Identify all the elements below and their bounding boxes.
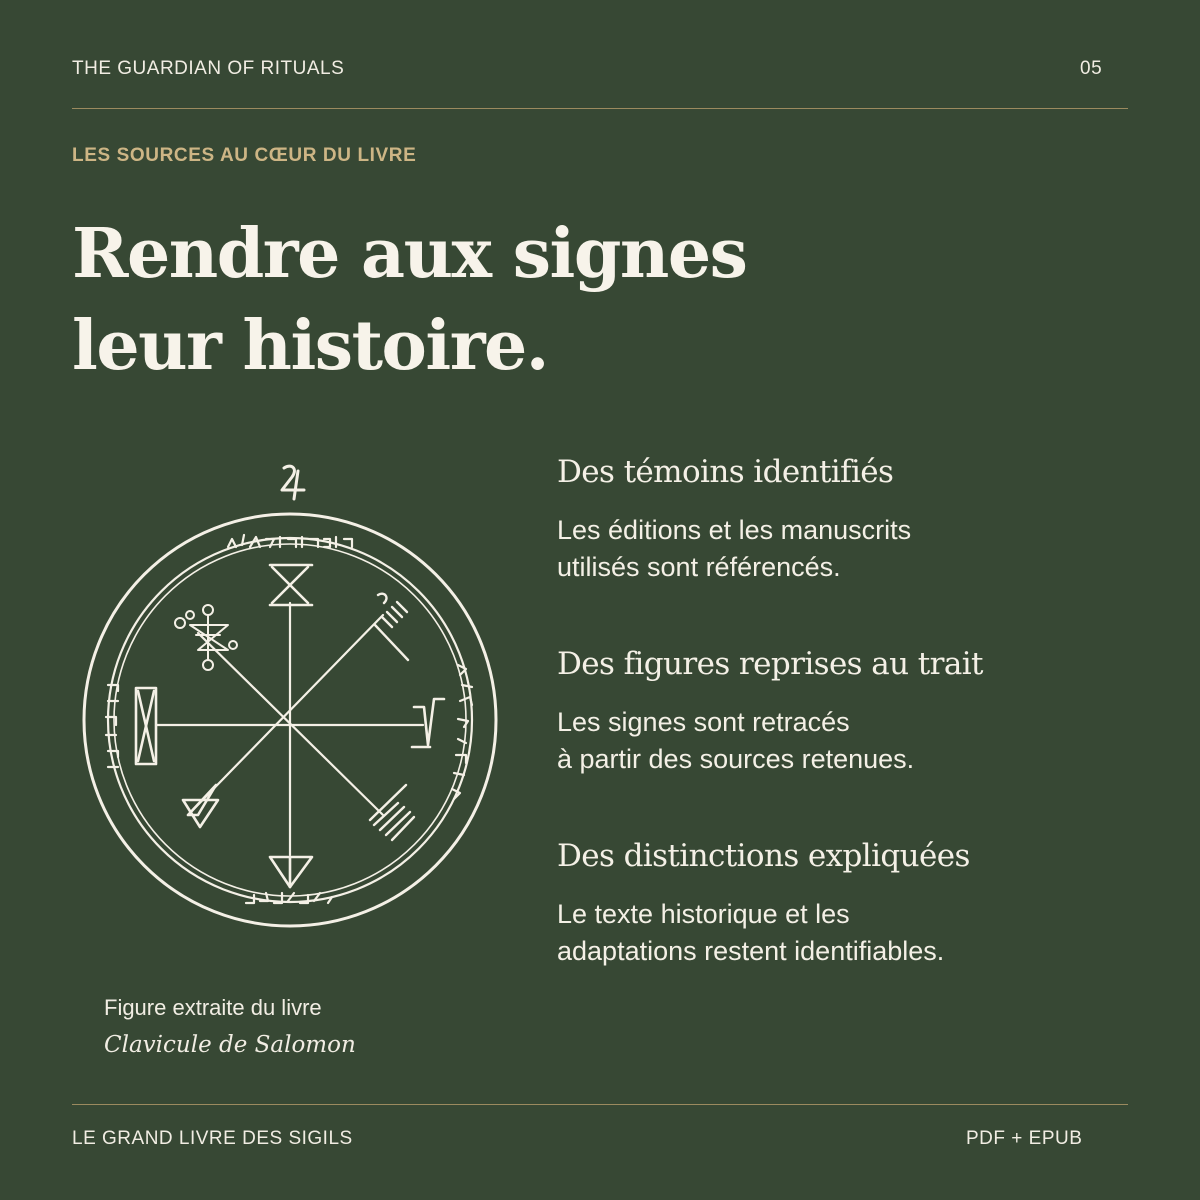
page-number: 05 bbox=[1080, 58, 1103, 79]
header-divider bbox=[72, 108, 1128, 109]
feature-description-line: adaptations restent identifiables. bbox=[557, 936, 945, 966]
feature-description-line: à partir des sources retenues. bbox=[557, 744, 915, 774]
feature-description bbox=[557, 704, 1097, 778]
feature-description-line: utilisés sont référencés. bbox=[557, 552, 841, 582]
footer-divider bbox=[72, 1104, 1128, 1105]
feature-item bbox=[557, 646, 1097, 778]
feature-title: Des figures reprises au trait bbox=[557, 646, 983, 682]
section-eyebrow: LES SOURCES AU CŒUR DU LIVRE bbox=[72, 145, 417, 166]
figure-caption: Figure extraite du livre bbox=[104, 995, 322, 1020]
feature-description-line: Les éditions et les manuscrits bbox=[557, 515, 912, 545]
footer-title: LE GRAND LIVRE DES SIGILS bbox=[72, 1128, 353, 1149]
feature-description bbox=[557, 512, 1097, 586]
solomon-pentacle-seal-icon bbox=[78, 455, 503, 950]
feature-item bbox=[557, 838, 1097, 970]
page-title-line-1: Rendre aux signes bbox=[72, 214, 747, 294]
footer-format: PDF + EPUB bbox=[966, 1128, 1083, 1149]
header-title: THE GUARDIAN OF RITUALS bbox=[72, 58, 345, 79]
feature-item bbox=[557, 454, 1097, 586]
feature-title: Des distinctions expliquées bbox=[557, 838, 970, 874]
figure-source: Clavicule de Salomon bbox=[104, 1032, 356, 1058]
feature-description-line: Les signes sont retracés bbox=[557, 707, 850, 737]
feature-title: Des témoins identifiés bbox=[557, 454, 894, 490]
feature-description bbox=[557, 896, 1097, 970]
page-title-line-2: leur histoire. bbox=[72, 306, 548, 386]
feature-description-line: Le texte historique et les bbox=[557, 899, 850, 929]
page-title bbox=[72, 208, 832, 392]
